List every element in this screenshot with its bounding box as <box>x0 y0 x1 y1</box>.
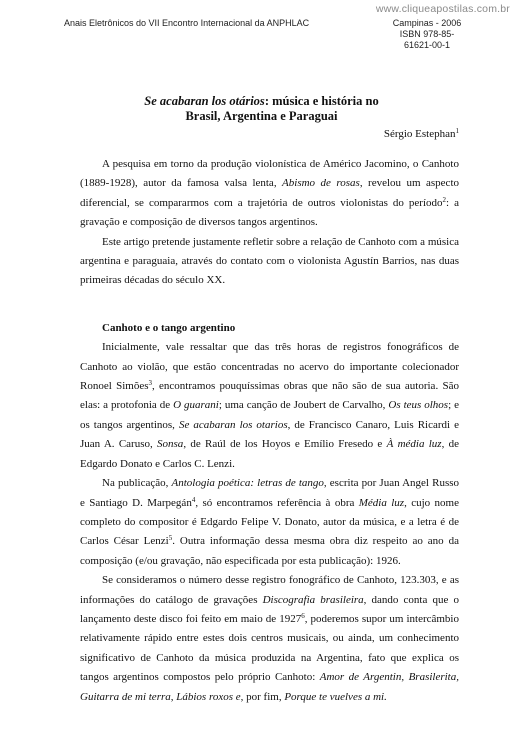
title-italic: Se acabaran los otários <box>144 94 265 108</box>
text: : a gravação e composição de diversos tangos argentinos. <box>80 196 459 229</box>
footnote-ref[interactable]: 3 <box>148 379 152 388</box>
work-title: Porque te vuelves a mi. <box>284 690 387 703</box>
text: Inicialmente, vale ressaltar que das três horas de registros fonográficos de Canhoto ao violão, que estão concentradas no acervo do importante colecionador Ronoel Simões <box>80 341 459 393</box>
text: . Outra informação dessa mesma obra diz respeito ao ano da composição (e/ou gravação, não especificada por esta publicação): 1926. <box>80 535 459 567</box>
paper-body <box>80 155 459 707</box>
text: por fim, <box>243 690 285 703</box>
paragraph-2: Este artigo pretende justamente refletir sobre a relação de Canhoto com a música argentina e paraguaia, através do contato com o violonista Agustín Barrios, nas duas primeiras décadas do século XX. <box>80 235 459 287</box>
header-city-year: Campinas - 2006 <box>392 18 462 28</box>
text: , dando conta que o lançamento deste disco foi feito em maio de 1927 <box>80 593 459 625</box>
author <box>384 128 459 140</box>
work-title: Média luz <box>358 496 405 509</box>
paragraph-1 <box>80 155 459 233</box>
text: , só encontramos referência à obra <box>195 496 359 509</box>
work-title: O guarani <box>173 399 219 412</box>
text: , de Raúl de los Hoyos e Emílio Fresedo e <box>183 438 387 451</box>
text: ; e os tangos argentinos, <box>80 399 459 431</box>
text: , de Edgardo Donato e Carlos C. Lenzi. <box>80 438 459 470</box>
running-header-left: Anais Eletrônicos do VII Encontro Internacional da ANPHLAC <box>64 18 310 28</box>
text: A pesquisa em torno da produção violonística de Américo Jacomino, o Canhoto (1889-1928), autor da famosa valsa lenta, <box>80 158 459 190</box>
footnote-ref[interactable]: 6 <box>301 611 305 620</box>
title-rest: : música e história no <box>264 94 379 108</box>
footnote-ref[interactable]: 2 <box>442 195 447 204</box>
footnote-ref[interactable]: 1 <box>455 127 459 135</box>
author-name: Sérgio Estephan <box>383 128 456 140</box>
header-isbn: ISBN 978-85-61621-00-1 <box>399 29 455 50</box>
paragraph-4 <box>80 474 459 571</box>
text: Se consideramos o número desse registro fonográfico de Canhoto, 123.303, e as informações do catálogo de gravações <box>80 574 459 606</box>
text: , de Francisco Canaro, Luis Ricardi e Juan A. Caruso, <box>80 418 460 451</box>
work-title: Amor de Argentin, Brasilerita, Guitarra de mi terra, Lábios roxos e, <box>80 671 459 703</box>
work-title: À média luz <box>386 438 442 451</box>
footnote-ref[interactable]: 5 <box>168 534 173 543</box>
section-heading: Canhoto e o tango argentino <box>102 321 236 334</box>
text: ; uma canção de Joubert de Carvalho, <box>218 399 389 412</box>
footnote-ref[interactable]: 4 <box>191 495 196 504</box>
watermark: www.cliqueapostilas.com.br <box>375 3 510 15</box>
running-header-right <box>390 18 464 51</box>
work-title: Abismo de rosas <box>282 177 360 190</box>
paper-title <box>64 94 459 124</box>
text: , encontramos pouquíssimas obras que não são de sua autoria. São elas: a protofonia de <box>80 380 460 412</box>
paragraph-5 <box>80 571 459 707</box>
text: , cujo nome completo do compositor é Edgardo Felipe V. Donato, autor da música, e a letra é de Carlos César Lenzi <box>80 496 459 548</box>
work-title: Se acabaran los otarios <box>178 418 288 431</box>
title-line2: Brasil, Argentina e Paraguai <box>185 109 338 123</box>
text: , escrita por Juan Angel Russo e Santiago D. Marpegán <box>80 477 460 509</box>
paragraph-3 <box>80 338 459 474</box>
text: , poderemos supor um intercâmbio relativamente rápido entre estes dois centros musicais, ou ainda, um conhecimento significativo de Canhoto da música produzida na Argentina, fato que explica os tangos argentinos compostos pelo próprio Canhoto: <box>80 612 459 684</box>
text: Na publicação, <box>102 477 172 490</box>
work-title: Discografia brasileira <box>262 593 364 606</box>
work-title: Antologia poética: letras de tango <box>171 477 324 490</box>
text: , revelou um aspecto diferencial, se compararmos com a trajetória de outros violonistas do período <box>80 177 459 209</box>
work-title: Os teus olhos <box>388 399 449 412</box>
work-title: Sonsa <box>157 438 184 451</box>
